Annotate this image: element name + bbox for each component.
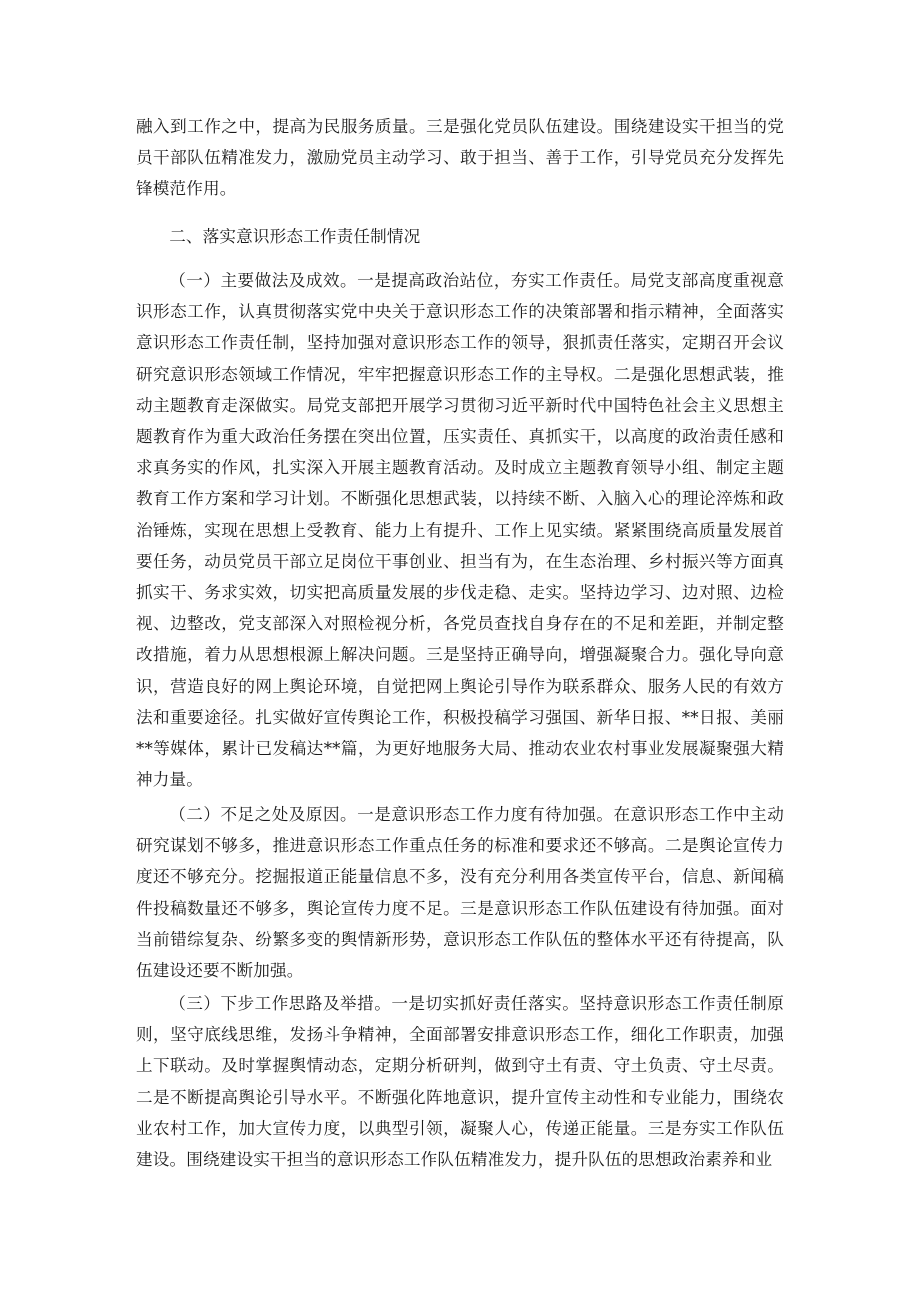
paragraph-section-1: （一）主要做法及成效。一是提高政治站位，夯实工作责任。局党支部高度重视意识形态工作，认真贯彻落实党中央关于意识形态工作的决策部署和指示精神，全面落实意识形态工作责任制，坚持加强对意识形态工作的领导，狠抓责任落实，定期召开会议研究意识形态领域工作情况，牢牢把握意识形态工作的主导权。二是强化思想武装，推动主题教育走深做实。局党支部把开展学习贯彻习近平新时代中国特色社会主义思想主题教育作为重大政治任务摆在突出位置，压实责任、真抓实干，以高度的政治责任感和求真务实的作风，扎实深入开展主题教育活动。及时成立主题教育领导小组、制定主题教育工作方案和学习计划。不断强化思想武装，以持续不断、入脑入心的理论淬炼和政治锤炼，实现在思想上受教育、能力上有提升、工作上见实绩。紧紧围绕高质量发展首要任务，动员党员干部立足岗位干事创业、担当有为，在生态治理、乡村振兴等方面真抓实干、务求实效，切实把高质量发展的步伐走稳、走实。坚持边学习、边对照、边检视、边整改，党支部深入对照检视分析，各党员查找自身存在的不足和差距，并制定整改措施，着力从思想根源上解决问题。三是坚持正确导向，增强凝聚合力。强化导向意识，营造良好的网上舆论环境，自觉把网上舆论引导作为联系群众、服务人民的有效方法和重要途径。扎实做好宣传舆论工作，积极投稿学习强国、新华日报、**日报、美丽**等媒体，累计已发稿达**篇，为更好地服务大局、推动农业农村事业发展凝聚强大精神力量。 (136, 271, 784, 790)
paragraph-section-2: （二）不足之处及原因。一是意识形态工作力度有待加强。在意识形态工作中主动研究谋划不够多，推进意识形态工作重点任务的标准和要求还不够高。二是舆论宣传力度还不够充分。挖掘报道正能量信息不多，没有充分利用各类宣传平台，信息、新闻稿件投稿数量还不够多，舆论宣传力度不足。三是意识形态工作队伍建设有待加强。面对当前错综复杂、纷繁多变的舆情新形势，意识形态工作队伍的整体水平还有待提高，队伍建设还要不断加强。 (136, 805, 784, 981)
paragraph-section-3: （三）下步工作思路及举措。一是切实抓好责任落实。坚持意识形态工作责任制原则，坚守底线思维，发扬斗争精神，全面部署安排意识形态工作，细化工作职责，加强上下联动。及时掌握舆情动态，定期分析研判，做到守土有责、守土负责、守土尽责。二是不断提高舆论引导水平。不断强化阵地意识，提升宣传主动性和专业能力，围绕农业农村工作，加大宣传力度，以典型引领，凝聚人心，传递正能量。三是夯实工作队伍建设。围绕建设实干担当的意识形态工作队伍精准发力，提升队伍的思想政治素养和业 (136, 994, 784, 1170)
section-heading-2: 二、落实意识形态工作责任制情况 (169, 227, 421, 246)
paragraph-intro-continued: 融入到工作之中，提高为民服务质量。三是强化党员队伍建设。围绕建设实干担当的党员干部队伍精准发力，激励党员主动学习、敢于担当、善于工作，引导党员充分发挥先锋模范作用。 (136, 117, 784, 199)
